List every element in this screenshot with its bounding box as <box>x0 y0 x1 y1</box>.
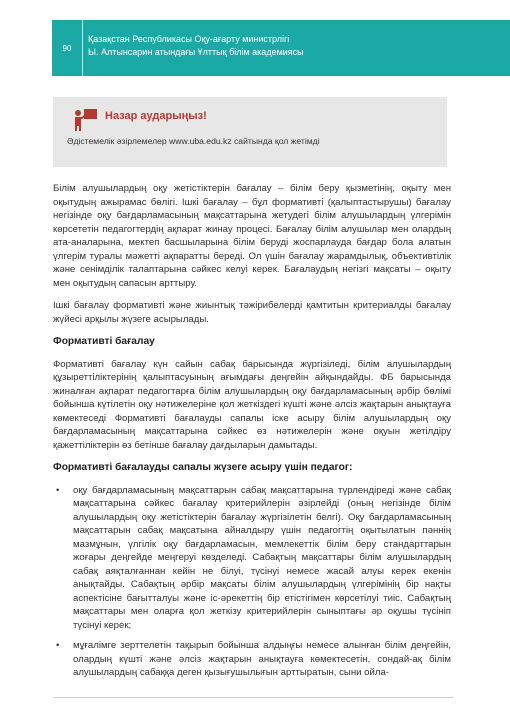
paragraph-internal-assessment: Ішкі бағалау формативті және жиынтық тәжірибелерді қамтитын критериалды бағалау жүйесі арқылы жүзеге асырылады. <box>53 300 451 325</box>
presenter-board-icon <box>73 106 99 132</box>
list-item: • мұғалімге зерттелетін тақырып бойынша алдыңғы немесе алынған білім деңгейін, олардың күшті және әлсіз жақтарын анықтауға көмектесетін, сондай-ақ білім алушылардың сабаққа деген қызығушылығын арттыратын, сыни ойла- <box>53 639 451 680</box>
footer-rule <box>53 697 453 698</box>
heading-formative-assessment: Формативті бағалау <box>53 336 155 347</box>
header-bar <box>52 20 510 76</box>
notice-box <box>53 97 447 167</box>
header-titles <box>88 33 304 59</box>
academy-name: Ы. Алтынсарин атындағы Ұлттық білім академиясы <box>88 47 304 57</box>
paragraph-assessment-intro: Білім алушылардың оқу жетістіктерін бағалау – білім беру қызметінің, оқыту мен оқытудың ажырамас бөлігі. Ішкі бағалау – бұл формативті (қалыптастырушы) бағалау негізінде оқу бағдарламасының мақсаттарына жетудегі білім алушылардың үлгерімін көрсететін педагогтердің ақпарат жинау процесі. Бағалау білім алушылар мен олардың ата-аналарына, мектеп басшыларына білім беруді жоспарлауда бағдар бола алатын үлгерім туралы мәжетті ақпаратты береді. Ол үшін бағалау жарамдылық, объективтілік және сенімділік талаптарына сәйкес келуі керек. Бағалаудың негізгі мақсаты – оқыту мен оқытудың сапасын арттыру. <box>53 183 451 289</box>
body-content <box>53 182 451 687</box>
page-number: 90 <box>62 43 72 53</box>
teacher-duties-list <box>53 484 451 680</box>
list-item: • оқу бағдарламасының мақсаттарын сабақ мақсаттарына түрлендіреді және сабақ мақсаттарына сәйкес бағалау критерийлерін әзірлейді (оның негізінде білім алушылардың оқу жетістіктерін бағалау жүргізілетін белгі). Оқу бағдарламасының мақсаттарын сабақ мақсатына айналдыру үшін педагогтің оқытылатын пәннің мазмұнын, үлгілік оқу бағдарламасын, мемлекеттік білім беру стандарттарын жоғары деңгейде меңгеруі көзделеді. Сабақтың мақсаттары білім алушылардың сабақ аяқталғаннан кейін не білуі, түсінуі немесе жасай алуы керек екенін анықтайды. Сабақтың әрбір мақсаты білім алушылардың үлгерімінің бір нақты аспектісіне бағытталуы және іс-әрекеттің бір етістігімен көрсетілуі тиіс. Сабақтың мақсаттары мен оларға қол жеткізу критерийлерін сыныптағы әр оқушы түсініп түсінуі керек; <box>53 484 451 633</box>
paragraph-formative-assessment: Формативті бағалау күн сайын сабақ барысында жүргізіледі, білім алушылардың құзыреттіліктерінің қалыптасуының ағымдағы деңгейін айқындайды. ФБ барысында жиналған ақпарат педагогтарға білім алушылардың оқу бағдарламасының әрбір бөлімі бойынша күтілетін оқу нәтижелеріне қол жеткіздегі күшті және әлсіз жақтарын анықтауға көмектеседі Формативті бағалауды сапалы іске асыру білім алушылардың оқу бағдарламасының мақсаттарына сәйкес өз нәтижелерін және оқуын жетілдіру қажеттіліктерін өз бетінше бағалау дағдыларын дамытады. <box>53 358 451 451</box>
notice-title: Назар аударыңыз! <box>105 110 207 122</box>
header-divider <box>82 20 83 76</box>
notice-text: Әдістемелік әзірлемелер www.uba.edu.kz сайтында қол жетімді <box>67 136 320 146</box>
ministry-name: Қазақстан Республикасы Оқу-ағарту министрлігі <box>88 34 290 44</box>
heading-teacher-duties: Формативті бағалауды сапалы жүзеге асыру үшін педагог: <box>53 462 353 473</box>
